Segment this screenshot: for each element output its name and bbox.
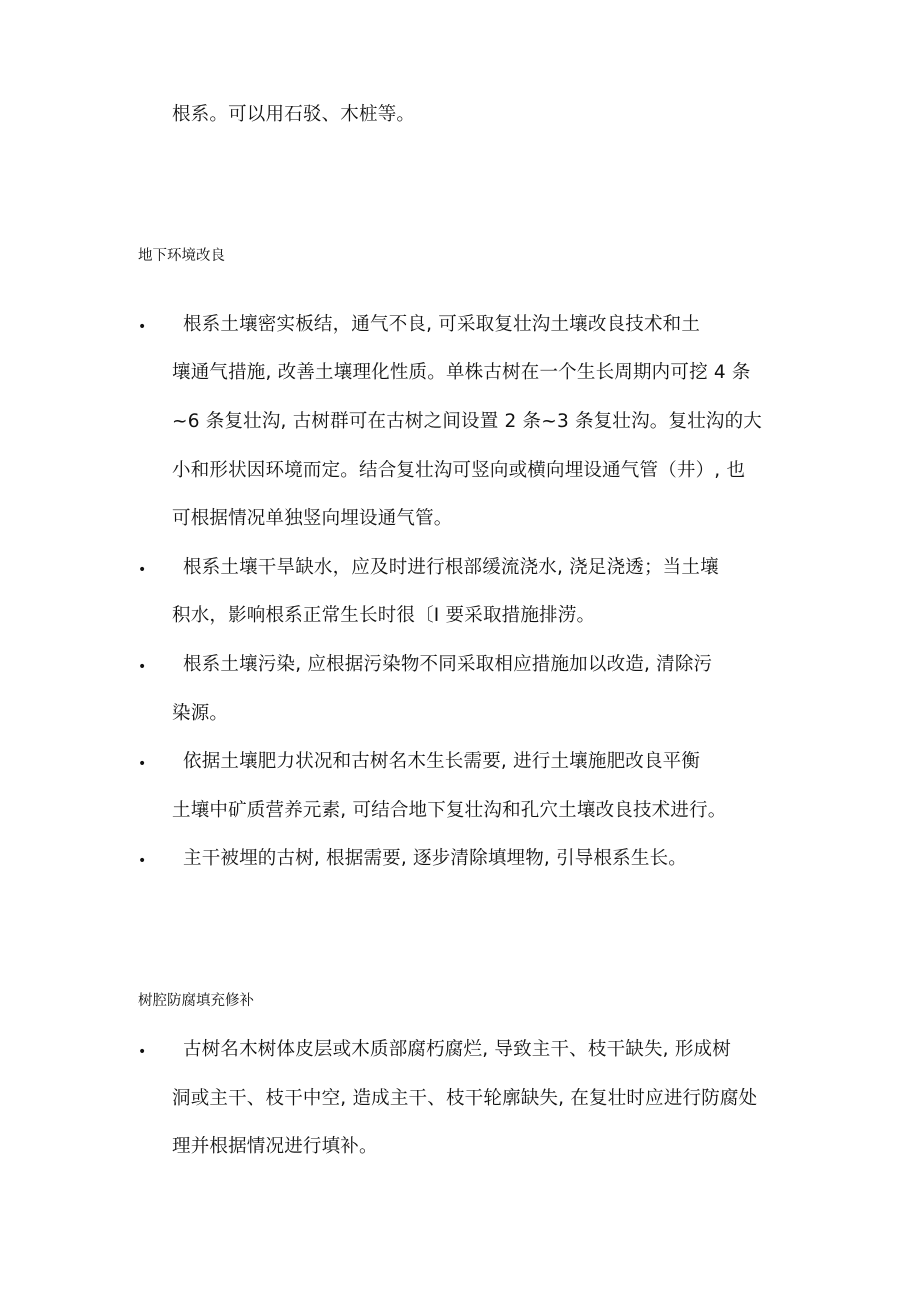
cavity-item-line-3: 理并根据情况进行填补。 bbox=[172, 1136, 378, 1157]
item-3-line-1: 根系土壤污染, 应根据污染物不同采取相应措施加以改造, 清除污 bbox=[183, 654, 713, 675]
cavity-item-line-2: 洞或主干、枝干中空, 造成主干、枝干轮廓缺失, 在复壮时应进行防腐处 bbox=[172, 1088, 758, 1109]
bullet-marker: • bbox=[138, 1044, 147, 1060]
item-3-line-2: 染源。 bbox=[172, 703, 229, 724]
item-1-line-4: 小和形状因环境而定。结合复壮沟可竖向或横向埋设通气管（井）, 也 bbox=[172, 460, 746, 481]
bullet-marker: • bbox=[138, 853, 147, 869]
section-heading-underground: 地下环境改良 bbox=[138, 248, 225, 264]
item-4-line-2: 土壤中矿质营养元素, 可结合地下复壮沟和孔穴土壤改良技术进行。 bbox=[172, 800, 727, 821]
item-2-line-2: 积水，影响根系正常生长时很〔I 要采取措施排涝。 bbox=[172, 605, 596, 626]
item-4-line-1: 依据土壤肥力状况和古树名木生长需要, 进行土壤施肥改良平衡 bbox=[183, 751, 701, 772]
cavity-item-line-1: 古树名木树体皮层或木质部腐朽腐烂, 导致主干、枝干缺失, 形成树 bbox=[183, 1039, 731, 1060]
item-2-line-1: 根系土壤干旱缺水，应及时进行根部缓流浇水, 浇足浇透；当土壤 bbox=[183, 557, 719, 578]
item-1-line-1: 根系土壤密实板结，通气不良, 可采取复壮沟土壤改良技术和土 bbox=[183, 314, 701, 335]
intro-continuation: 根系。可以用石驳、木桩等。 bbox=[172, 104, 416, 125]
bullet-marker: • bbox=[138, 756, 147, 772]
bullet-marker: • bbox=[138, 659, 147, 675]
bullet-marker: • bbox=[138, 319, 147, 335]
item-1-line-3: ~6 条复壮沟, 古树群可在古树之间设置 2 条~3 条复壮沟。复壮沟的大 bbox=[172, 411, 762, 432]
bullet-marker: • bbox=[138, 562, 147, 578]
section-heading-cavity: 树腔防腐填充修补 bbox=[138, 993, 254, 1009]
item-1-line-2: 壤通气措施, 改善土壤理化性质。单株古树在一个生长周期内可挖 4 条 bbox=[172, 362, 751, 383]
item-5-line-1: 主干被埋的古树, 根据需要, 逐步清除填埋物, 引导根系生长。 bbox=[183, 848, 687, 869]
item-1-line-5: 可根据情况单独竖向埋设通气管。 bbox=[172, 508, 453, 529]
